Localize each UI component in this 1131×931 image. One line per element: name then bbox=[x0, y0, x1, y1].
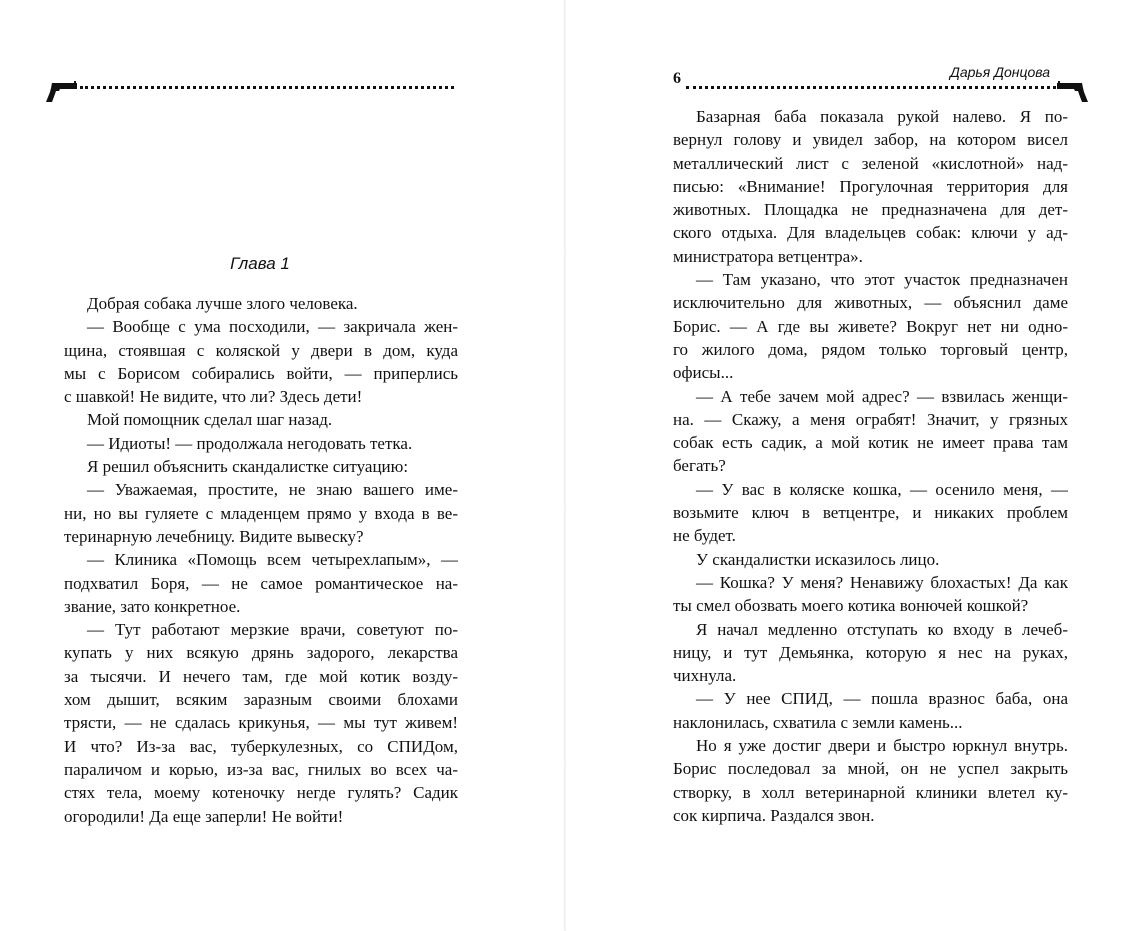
text-line: щина, стоявшая с коляской у двери в дом, куда bbox=[64, 340, 458, 360]
text-line: трясти, — не сдалась крикунья, — мы тут живем! bbox=[64, 713, 458, 733]
text-line: бегать? bbox=[673, 456, 726, 476]
text-line: Базарная баба показала рукой налево. Я по- bbox=[696, 107, 1068, 126]
left-page bbox=[0, 0, 565, 931]
text-line: сок кирпича. Раздался звон. bbox=[673, 805, 875, 825]
text-line: ницу, и тут Демьянка, которую я нес на руках, bbox=[673, 642, 1068, 662]
text-line: купать у них всякую дрянь задорого, лекарства bbox=[64, 643, 458, 663]
text-line: металлический лист с зеленой «кислотной» над- bbox=[673, 153, 1068, 173]
text-line: чихнула. bbox=[673, 666, 737, 686]
text-line: звание, зато конкретное. bbox=[64, 596, 241, 616]
text-line: параличом и корью, из-за вас, гнилых во всех ча- bbox=[64, 759, 458, 779]
header-dotted-rule bbox=[686, 86, 1062, 89]
header-dotted-rule bbox=[80, 86, 454, 89]
revolver-icon bbox=[44, 80, 78, 104]
text-line: И что? Из-за вас, туберкулезных, со СПИДом, bbox=[64, 736, 458, 756]
text-line: — А тебе зачем мой адрес? — взвилась женщи- bbox=[696, 386, 1068, 406]
right-page bbox=[566, 0, 1131, 931]
text-line: Борис. — А где вы живете? Вокруг нет ни одно- bbox=[673, 316, 1068, 336]
text-line: — Клиника «Помощь всем четырехлапым», — bbox=[87, 550, 458, 570]
text-line: — Там указано, что этот участок предназначен bbox=[696, 270, 1068, 290]
text-line: за тысячи. И нечего там, где мой котик возду- bbox=[64, 666, 458, 686]
text-line: Добрая собака лучше злого человека. bbox=[87, 294, 358, 313]
text-line: животных. Площадка не предназначена для дет- bbox=[673, 200, 1068, 220]
text-line: — Уважаемая, простите, не знаю вашего име- bbox=[87, 480, 458, 500]
chapter-title: Глава 1 bbox=[230, 254, 290, 273]
text-line: — У вас в коляске кошка, — осенило меня, — bbox=[696, 479, 1068, 499]
text-line: Мой помощник сделал шаг назад. bbox=[87, 410, 333, 430]
running-header-author: Дарья Донцова bbox=[950, 64, 1051, 80]
text-line: — Кошка? У меня? Ненавижу блохастых! Да как bbox=[696, 572, 1068, 592]
text-line: — Вообще с ума посходили, — закричала жен- bbox=[87, 317, 458, 337]
right-page-text bbox=[673, 105, 1068, 827]
text-line: теринарную лечебницу. Видите вывеску? bbox=[64, 526, 364, 546]
text-line: — У нее СПИД, — пошла вразнос баба, она bbox=[696, 689, 1068, 709]
text-line: подхватил Боря, — не самое романтическое на- bbox=[64, 573, 458, 593]
text-line: — Идиоты! — продолжала негодовать тетка. bbox=[87, 433, 413, 453]
text-line: наклонилась, схватила с земли камень... bbox=[673, 712, 963, 732]
text-line: Я начал медленно отступать ко входу в лечеб- bbox=[696, 619, 1068, 639]
text-line: не будет. bbox=[673, 526, 736, 546]
text-line: го жилого дома, рядом только торговый центр, bbox=[673, 339, 1068, 359]
text-line: возьмите ключ в ветцентре, и никаких проблем bbox=[673, 503, 1068, 523]
text-line: Я решил объяснить скандалистке ситуацию: bbox=[87, 457, 409, 477]
page-number: 6 bbox=[673, 70, 681, 87]
text-line: с шавкой! Не видите, что ли? Здесь дети! bbox=[64, 387, 363, 407]
text-line: ты смел обозвать моего котика вонючей кошкой? bbox=[673, 596, 1029, 616]
text-line: Борис последовал за мной, он не успел закрыть bbox=[673, 759, 1068, 779]
text-line: вернул голову и увидел забор, на котором висел bbox=[673, 130, 1068, 150]
text-line: хом дышит, всяким заразным своими блохами bbox=[64, 690, 458, 710]
text-line: ни, но вы гуляете с младенцем прямо у входа в ве- bbox=[64, 503, 458, 523]
text-line: офисы... bbox=[673, 363, 734, 383]
text-line: огородили! Да еще заперли! Не войти! bbox=[64, 806, 344, 826]
text-line: У скандалистки исказилось лицо. bbox=[696, 549, 940, 569]
text-line: исключительно для животных, — объяснил даме bbox=[673, 293, 1068, 313]
text-line: Но я уже достиг двери и быстро юркнул внутрь. bbox=[696, 736, 1068, 756]
text-line: министратора ветцентра». bbox=[673, 246, 863, 266]
text-line: мы с Борисом собирались войти, — приперлись bbox=[64, 363, 458, 383]
text-line: стях тела, моему котеночку негде гулять? Садик bbox=[64, 783, 458, 803]
text-line: — Тут работают мерзкие врачи, советуют по- bbox=[87, 620, 458, 640]
left-page-text bbox=[64, 292, 458, 828]
text-line: писью: «Внимание! Прогулочная территория для bbox=[673, 176, 1068, 196]
text-line: собак есть садик, а мой котик не имеет права там bbox=[673, 433, 1068, 453]
text-line: ского отдыха. Для владельцев собак: ключи у ад- bbox=[673, 223, 1068, 243]
revolver-icon bbox=[1056, 80, 1090, 104]
text-line: на. — Скажу, а меня ограбят! Значит, у грязных bbox=[673, 409, 1068, 429]
text-line: створку, в холл ветеринарной клиники влетел ку- bbox=[673, 782, 1068, 802]
